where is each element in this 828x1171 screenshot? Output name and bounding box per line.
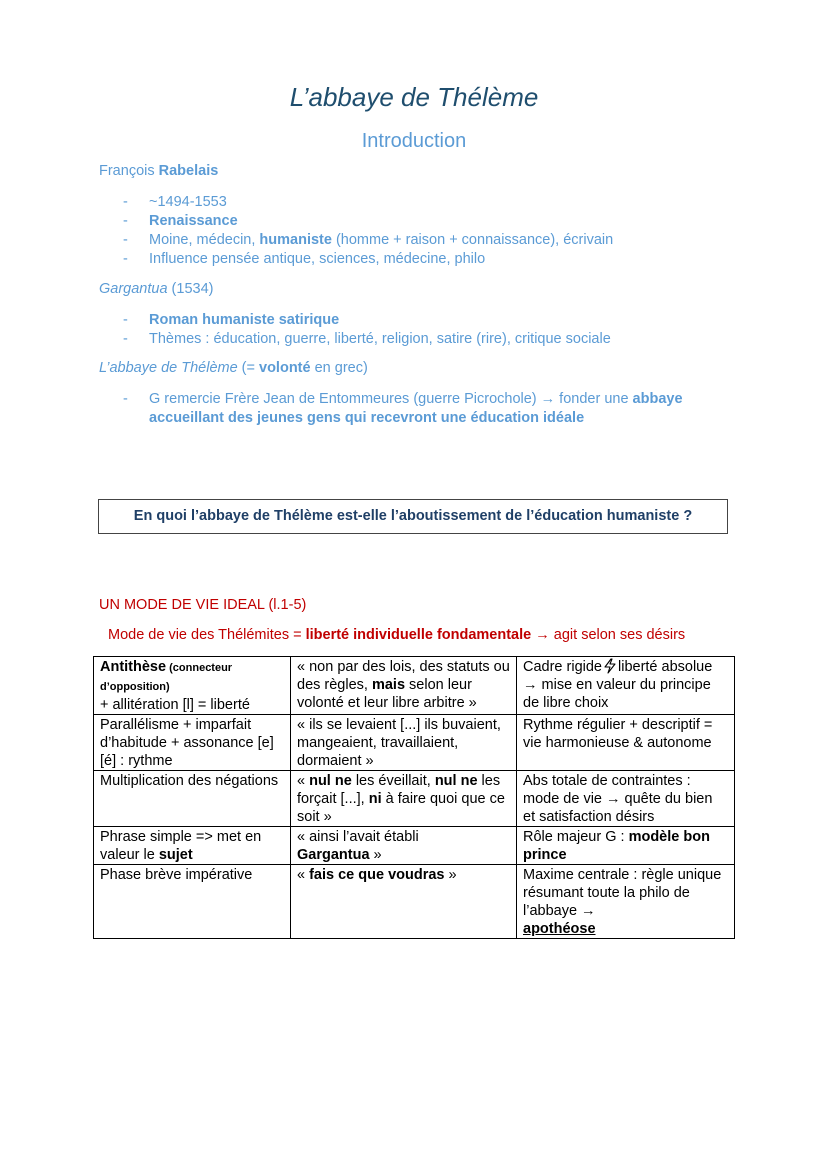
table-cell-quote: « ainsi l’avait établi Gargantua » bbox=[291, 827, 517, 865]
table-cell-interpretation: Rythme régulier + descriptif = vie harmonieuse & autonome bbox=[517, 715, 735, 771]
list-item: - Renaissance bbox=[123, 213, 238, 229]
table-cell-quote: « fais ce que voudras » bbox=[291, 865, 517, 939]
table-row bbox=[94, 657, 735, 715]
table-cell-device: Parallélisme + imparfait d’habitude + assonance [e] [é] : rythme bbox=[94, 715, 291, 771]
table-row bbox=[94, 865, 735, 939]
work-title: Gargantua bbox=[99, 281, 168, 297]
table-cell-interpretation: Abs totale de contraintes : mode de vie → quête du bien et satisfaction désirs bbox=[517, 771, 735, 827]
table-row bbox=[94, 771, 735, 827]
table-cell-device: Multiplication des négations bbox=[94, 771, 291, 827]
excerpt-heading: L’abbaye de Thélème (= volonté en grec) bbox=[99, 360, 368, 376]
section-summary: Mode de vie des Thélémites = liberté individuelle fondamentale → agit selon ses désirs bbox=[108, 627, 686, 643]
list-item: - G remercie Frère Jean de Entommeures (guerre Picrochole) → fonder une abbaye accueillant des jeunes gens qui recevront une éducation idéale bbox=[123, 391, 683, 426]
table-cell-interpretation: Rôle majeur G : modèle bon prince bbox=[517, 827, 735, 865]
table-cell-interpretation: Cadre rigide liberté absolue → mise en valeur du principe de libre choix bbox=[517, 657, 735, 715]
table-row bbox=[94, 715, 735, 771]
problematique-box: En quoi l’abbaye de Thélème est-elle l’aboutissement de l’éducation humaniste ? bbox=[98, 499, 728, 534]
work-points-list bbox=[99, 311, 611, 349]
table-cell-quote: « non par des lois, des statuts ou des règles, mais selon leur volonté et leur libre arbitre » bbox=[291, 657, 517, 715]
author-last-name: Rabelais bbox=[158, 163, 219, 179]
excerpt-title: L’abbaye de Thélème bbox=[99, 360, 238, 376]
analysis-table bbox=[93, 656, 735, 939]
section-heading: UN MODE DE VIE IDEAL (l.1-5) bbox=[99, 597, 307, 613]
author-first-name: François bbox=[99, 163, 159, 179]
list-item: - Moine, médecin, humaniste (homme + raison + connaissance), écrivain bbox=[123, 232, 614, 248]
list-item: - ~1494-1553 bbox=[123, 194, 227, 210]
excerpt-points-list bbox=[99, 390, 739, 428]
list-item: - Roman humaniste satirique bbox=[123, 312, 340, 328]
table-cell-interpretation: Maxime centrale : règle unique résumant toute la philo de l’abbaye → apothéose bbox=[517, 865, 735, 939]
list-item: - Thèmes : éducation, guerre, liberté, religion, satire (rire), critique sociale bbox=[123, 331, 611, 347]
author-points-list bbox=[99, 193, 613, 269]
table-cell-device: Phase brève impérative bbox=[94, 865, 291, 939]
lightning-icon bbox=[602, 658, 618, 674]
document-subtitle: Introduction bbox=[361, 130, 467, 152]
table-cell-device: Antithèse (connecteur d’opposition) + allitération [l] = liberté bbox=[94, 657, 291, 715]
table-cell-quote: « nul ne les éveillait, nul ne les forçait [...], ni à faire quoi que ce soit » bbox=[291, 771, 517, 827]
work-heading: Gargantua (1534) bbox=[99, 281, 214, 297]
table-row bbox=[94, 827, 735, 865]
document-title: L’abbaye de Thélème bbox=[289, 82, 539, 112]
author-heading bbox=[99, 163, 218, 179]
table-cell-quote: « ils se levaient [...] ils buvaient, mangeaient, travaillaient, dormaient » bbox=[291, 715, 517, 771]
table-cell-device: Phrase simple => met en valeur le sujet bbox=[94, 827, 291, 865]
list-item: - Influence pensée antique, sciences, médecine, philo bbox=[123, 251, 486, 267]
